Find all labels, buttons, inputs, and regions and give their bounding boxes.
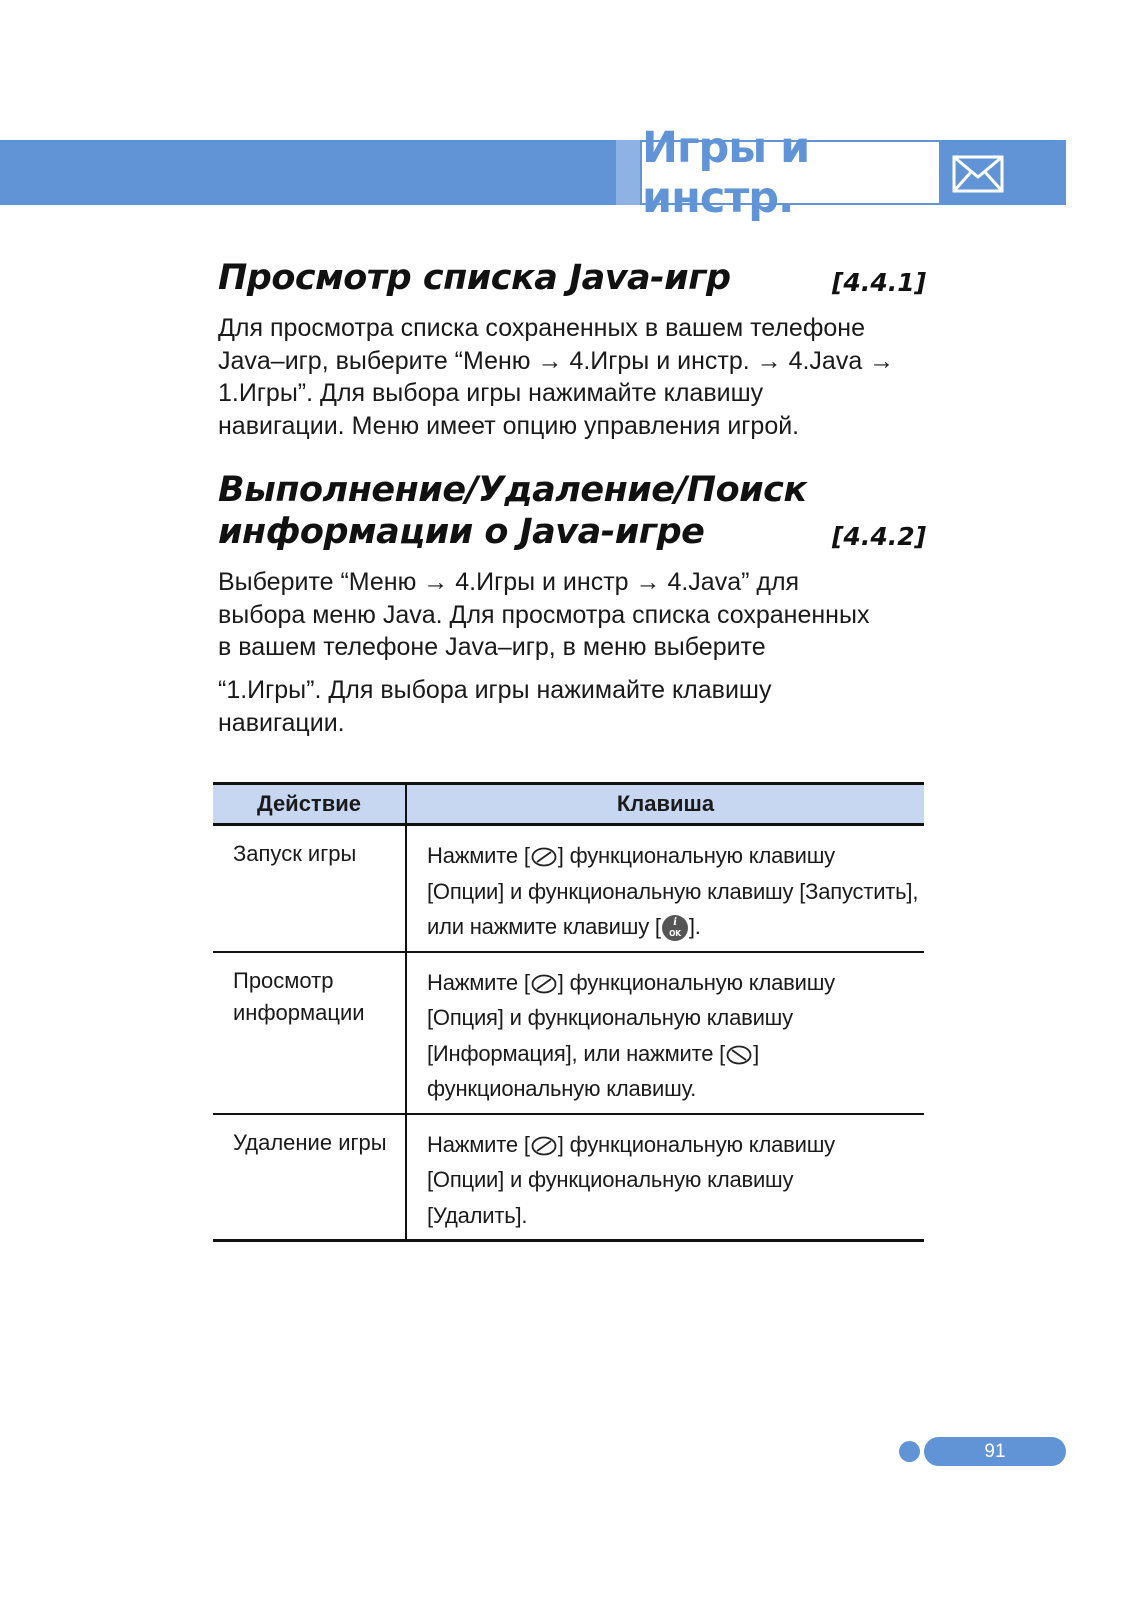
section2-body-b bbox=[218, 674, 918, 739]
key-text: ] функциональную клавишу bbox=[557, 843, 835, 868]
key-text: или нажмите клавишу [ bbox=[427, 914, 661, 939]
page-number: 91 bbox=[924, 1437, 1066, 1466]
section-number-442: [4.4.2] bbox=[832, 522, 927, 551]
action-text: Просмотр bbox=[233, 967, 334, 993]
envelope-icon bbox=[952, 155, 1004, 193]
action-key-table bbox=[213, 782, 924, 1242]
section1-line: Для просмотра списка сохраненных в вашем телефоне bbox=[218, 314, 866, 342]
section2-line: в вашем телефоне Java–игр, в меню выберите bbox=[218, 633, 766, 661]
header-band-accent bbox=[616, 140, 640, 205]
softkey-right-icon bbox=[725, 1044, 753, 1066]
key-text: Нажмите [ bbox=[427, 843, 530, 868]
section2-body bbox=[218, 566, 918, 664]
table-header bbox=[213, 782, 924, 826]
action-cell: Удаление игры bbox=[233, 1129, 387, 1155]
key-text: ] bbox=[753, 1040, 759, 1066]
table-row bbox=[213, 953, 924, 1115]
section2-line: выбора меню Java. Для просмотра списка сохраненных bbox=[218, 600, 870, 629]
key-text: [Удалить]. bbox=[427, 1202, 528, 1228]
key-text: Нажмите [ bbox=[427, 1131, 530, 1157]
section1-line: навигации. Меню имеет опцию управления игрой. bbox=[218, 411, 800, 440]
section2-line: навигации. bbox=[218, 708, 345, 737]
section1-body bbox=[218, 312, 918, 442]
section1-line: Java–игр, выберите “Меню → 4.Игры и инстр. → 4.Java → bbox=[218, 346, 895, 375]
section-title-line2: информации о Java-игре bbox=[218, 512, 705, 552]
section-number-441: [4.4.1] bbox=[832, 268, 927, 297]
section1-line: 1.Игры”. Для выбора игры нажимайте клавишу bbox=[218, 379, 764, 407]
key-text: функциональную клавишу. bbox=[427, 1076, 697, 1101]
page-number-dot bbox=[899, 1441, 920, 1462]
section2-line: “1.Игры”. Для выбора игры нажимайте клавишу bbox=[218, 676, 772, 704]
action-text: информации bbox=[233, 999, 365, 1025]
key-text: ] функциональную клавишу bbox=[557, 1131, 835, 1157]
section2-line: Выберите “Меню → 4.Игры и инстр → 4.Java” для bbox=[218, 568, 800, 596]
ok-key-icon bbox=[661, 914, 689, 942]
svg-text:i: i bbox=[673, 917, 677, 929]
column-header-key: Клавиша bbox=[405, 785, 924, 823]
key-text: ]. bbox=[688, 914, 701, 939]
section-title-line1: Выполнение/Удаление/Поиск bbox=[218, 470, 807, 510]
key-cell bbox=[405, 953, 924, 1113]
ok-key-label: OK bbox=[668, 929, 681, 939]
chapter-title: Игры и инстр. bbox=[642, 122, 810, 223]
chapter-title-box bbox=[642, 122, 939, 223]
table-row bbox=[213, 826, 924, 953]
softkey-left-icon bbox=[530, 1135, 558, 1157]
softkey-left-icon bbox=[530, 973, 558, 995]
action-cell: Запуск игры bbox=[233, 841, 357, 866]
key-text: [Информация], или нажмите [ bbox=[427, 1040, 726, 1066]
table-row bbox=[213, 1115, 924, 1243]
section-title-java-list: Просмотр списка Java-игр bbox=[218, 258, 731, 298]
key-text: Нажмите [ bbox=[427, 969, 530, 995]
key-text: [Опции] и функциональную клавишу [Запустить], bbox=[427, 878, 919, 904]
action-cell bbox=[233, 965, 403, 1029]
key-cell bbox=[405, 1115, 924, 1240]
key-text: [Опции] и функциональную клавишу bbox=[427, 1167, 794, 1192]
column-header-action: Действие bbox=[257, 791, 361, 816]
key-text: ] функциональную клавишу bbox=[557, 969, 835, 995]
softkey-left-icon bbox=[530, 846, 558, 868]
key-text: [Опция] и функциональную клавишу bbox=[427, 1005, 793, 1030]
key-cell bbox=[405, 826, 924, 951]
